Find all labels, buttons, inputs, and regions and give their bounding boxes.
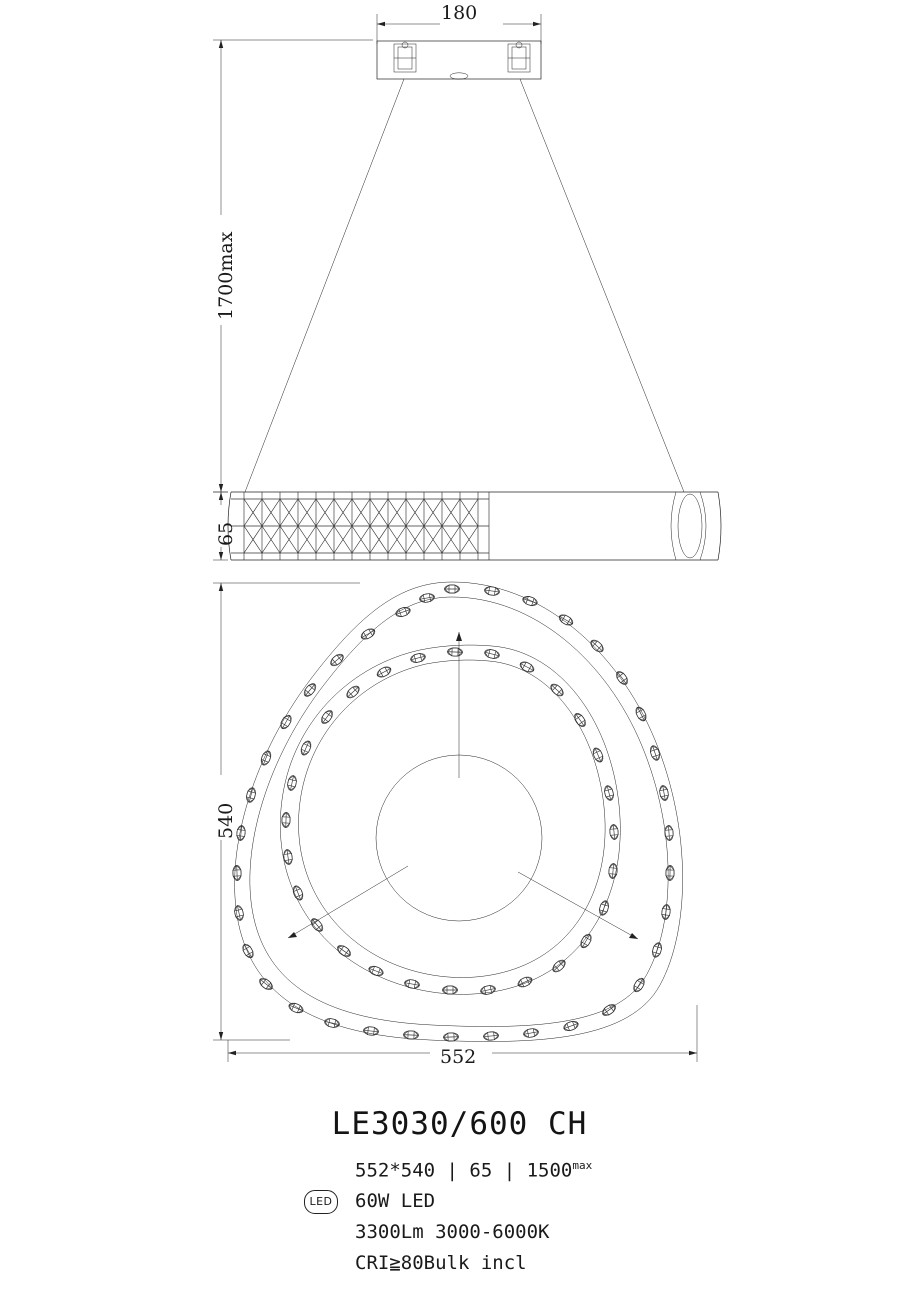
dimension-suspension-height [213, 40, 373, 492]
spec-output: 3300Lm 3000-6000K [355, 1221, 550, 1243]
spec-size-sup: max [572, 1159, 593, 1172]
product-title: LE3030/600 CH [331, 1106, 588, 1142]
spec-power: 60W LED [355, 1190, 436, 1212]
canopy-plate [377, 41, 541, 79]
led-badge: LED [304, 1190, 338, 1214]
inner-ring-beads [282, 648, 619, 996]
plan-view-rings [233, 582, 683, 1041]
suspension-wires [245, 79, 684, 492]
spec-cri: CRI≧80Bulk incl [355, 1252, 527, 1274]
spec-size [355, 1159, 592, 1181]
dimension-label-fixture-height: 65 [215, 521, 237, 546]
dimension-label-canopy-width: 180 [441, 2, 478, 24]
front-elevation [228, 492, 721, 560]
spec-size-text: 552*540 | 65 | 1500 [355, 1159, 573, 1182]
dimension-label-plan-height: 540 [215, 802, 237, 839]
dimension-label-suspension-height: 1700max [215, 231, 237, 320]
dimension-label-plan-width: 552 [440, 1046, 477, 1068]
